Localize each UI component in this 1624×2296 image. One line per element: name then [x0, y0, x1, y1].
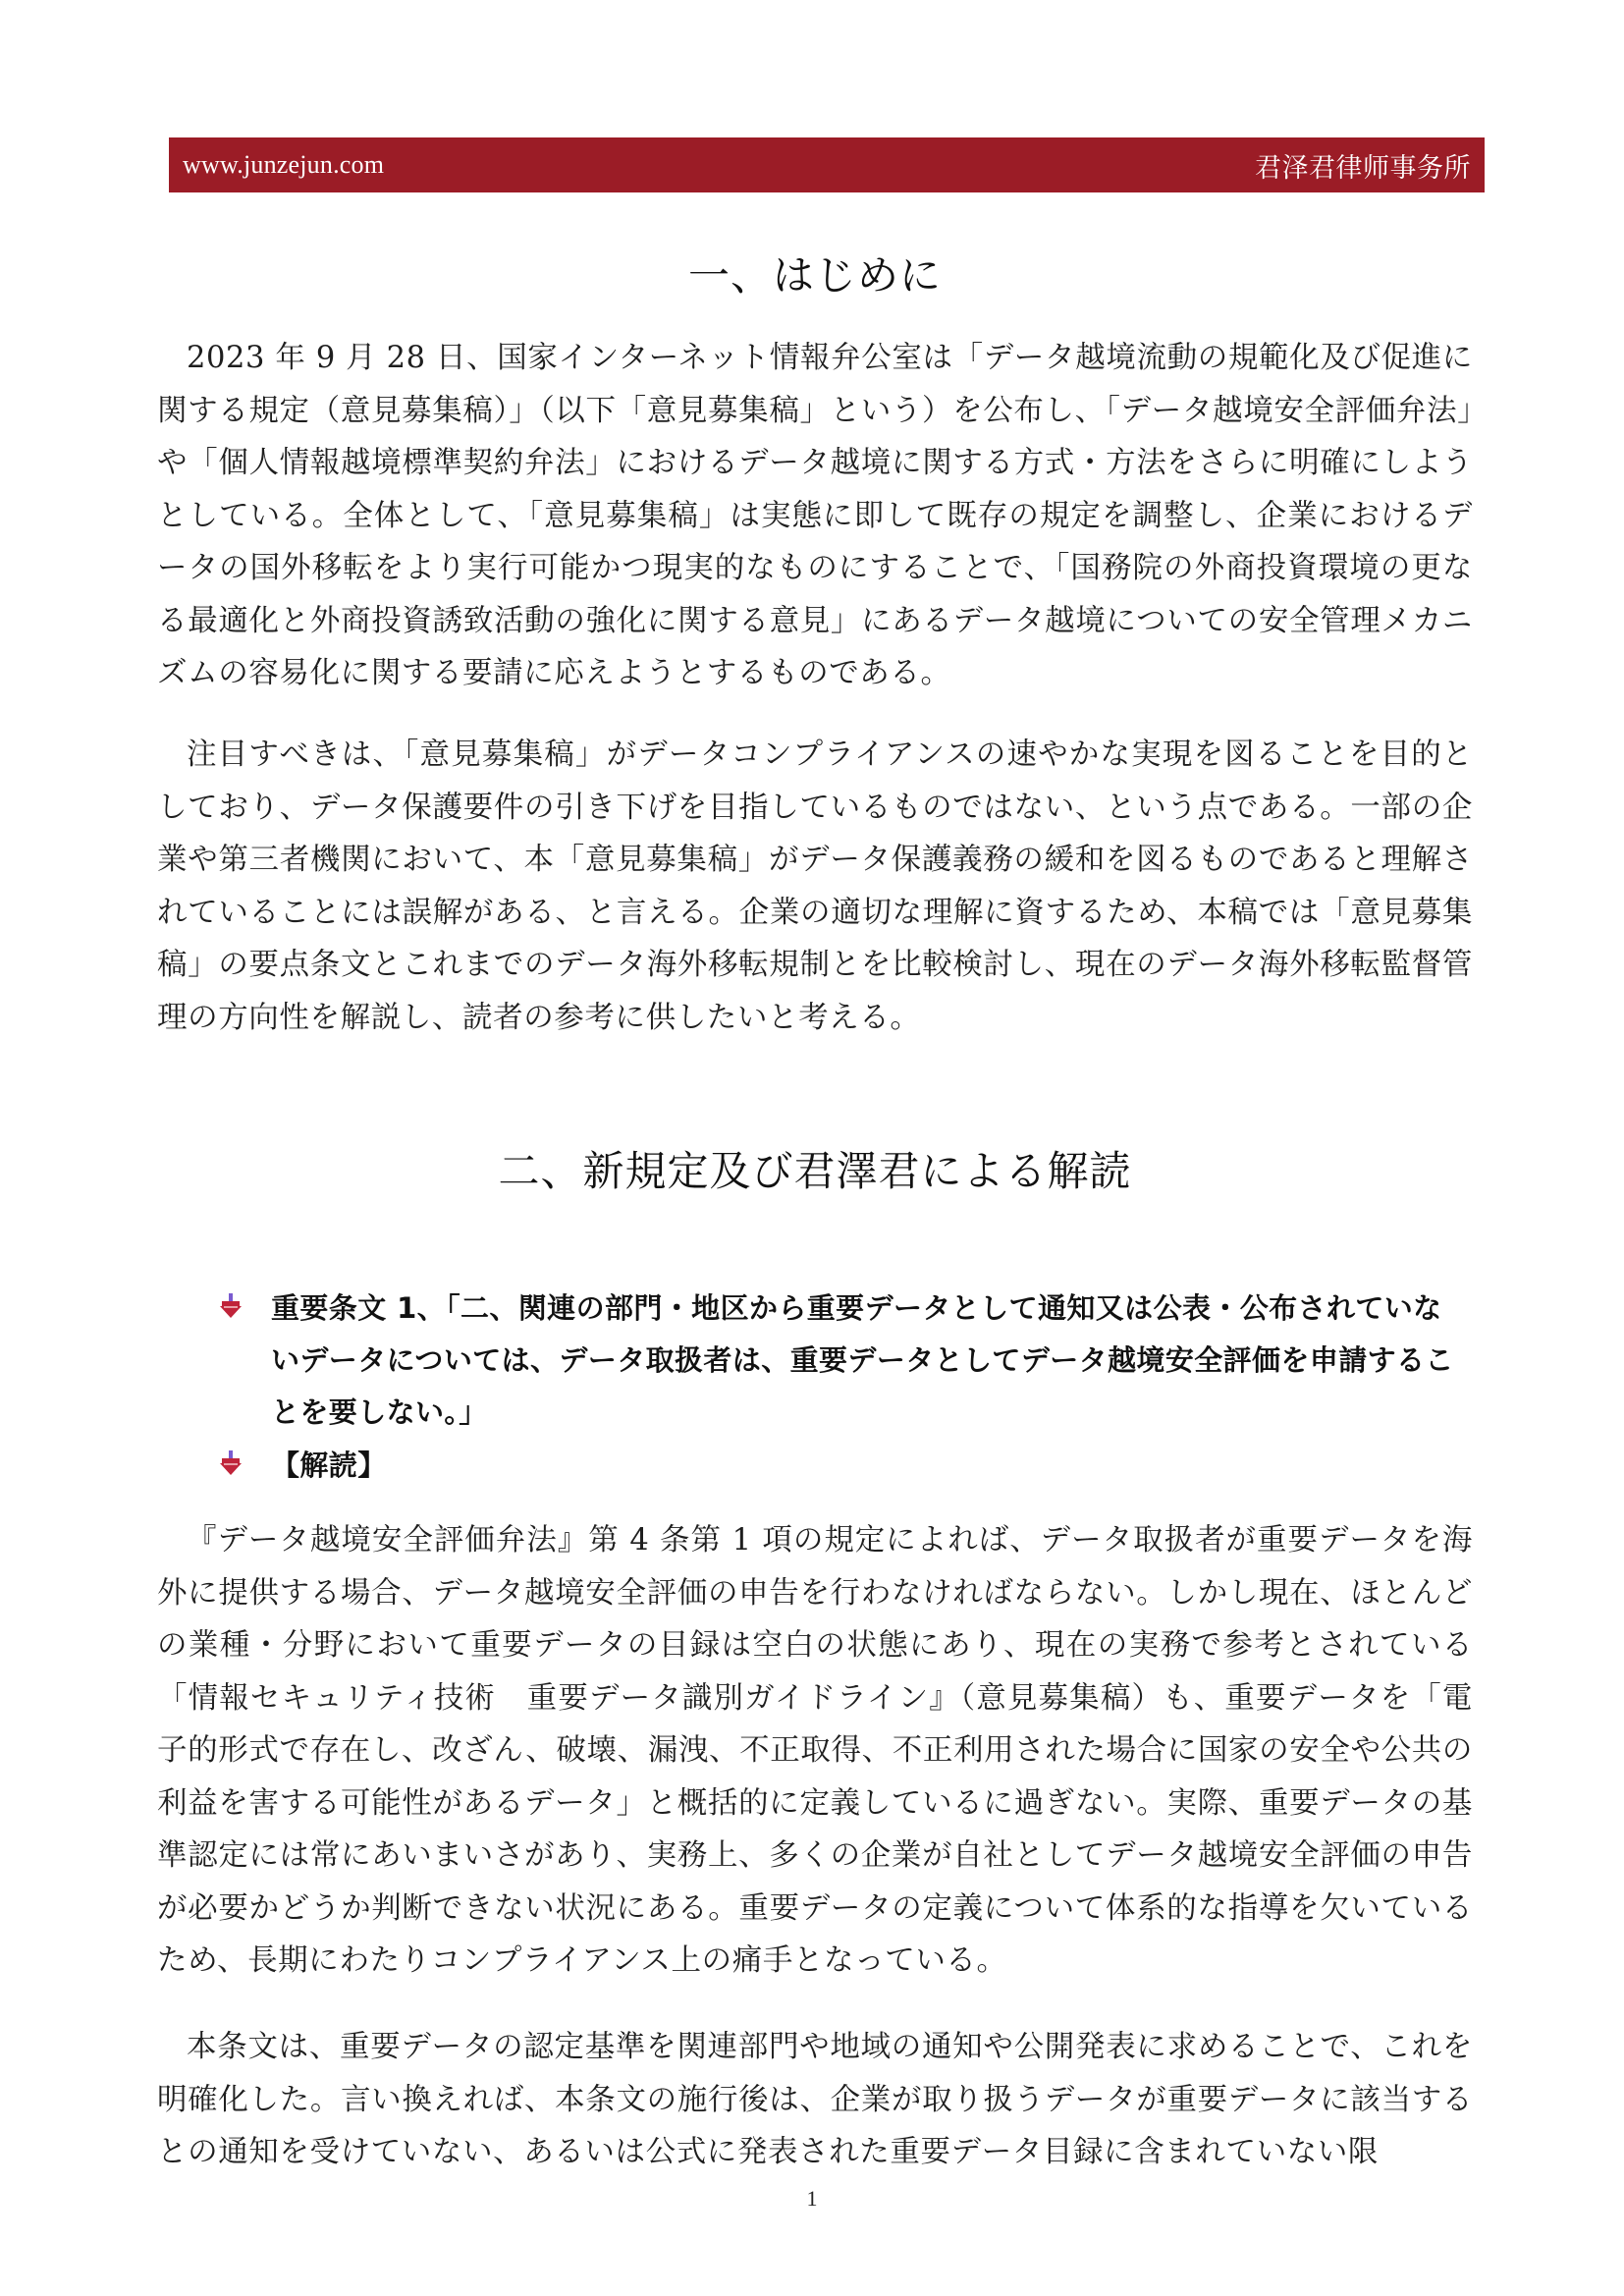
- arrow-down-bullet-icon: [218, 1449, 244, 1479]
- commentary-paragraph-1: 『データ越境安全評価弁法』第 4 条第 1 項の規定によれば、データ取扱者が重要データを海外に提供する場合、データ越境安全評価の申告を行わなければならない。しかし現在、ほとんどの業種・分野において重要データの目録は空白の状態にあり、現在の実務で参考とされている「情報セキュリティ技術 重要データ識別ガイドライン』（意見募集稿）も、重要データを「電子的形式で存在し、改ざん、破壊、漏洩、不正取得、不正利用された場合に国家の安全や公共の利益を害する可能性があるデータ」と概括的に定義しているに過ぎない。実際、重要データの基準認定には常にあいまいさがあり、実務上、多くの企業が自社としてデータ越境安全評価の申告が必要かどうか判断できない状況にある。重要データの定義について体系的な指導を欠いているため、長期にわたりコンプライアンス上の痛手となっている。: [157, 1523, 1474, 1978]
- clause-1-text: 重要条文 1、「二、関連の部門・地区から重要データとして通知又は公表・公布されていないデータについては、データ取扱者は、重要データとしてデータ越境安全評価を申請することを要しない。」: [271, 1291, 1454, 1429]
- commentary-paragraph-2: 本条文は、重要データの認定基準を関連部門や地域の通知や公開発表に求めることで、これを明確化した。言い換えれば、本条文の施行後は、企業が取り扱うデータが重要データに該当するとの通知を受けていない、あるいは公式に発表された重要データ目録に含まれていない限: [157, 2030, 1474, 2169]
- arrow-down-bullet-icon: [218, 1292, 244, 1322]
- section-heading-rules: 二、新規定及び君澤君による解読: [498, 1147, 1132, 1195]
- clause-1-bullet: [218, 1283, 1475, 1439]
- intro-paragraph-1: 2023 年 9 月 28 日、国家インターネット情報弁公室は「データ越境流動の規範化及び促進に関する規定（意見募集稿）」（以下「意見募集稿」という）を公布し、「データ越境安全評価弁法」や「個人情報越境標準契約弁法」におけるデータ越境に関する方式・方法をさらに明確にしようとしている。全体として、「意見募集稿」は実態に即して既存の規定を調整し、企業におけるデータの国外移転をより実行可能かつ現実的なものにすることで、「国務院の外商投資環境の更なる最適化と外商投資誘致活動の強化に関する意見」にあるデータ越境についての安全管理メカニズムの容易化に関する要請に応えようとするものである。: [157, 341, 1474, 690]
- intro-paragraph-2: 注目すべきは、「意見募集稿」がデータコンプライアンスの速やかな実現を図ることを目的としており、データ保護要件の引き下げを目指しているものではない、という点である。一部の企業や第三者機関において、本「意見募集稿」がデータ保護義務の緩和を図るものであると理解されていることには誤解がある、と言える。企業の適切な理解に資するため、本稿では「意見募集稿」の要点条文とこれまでのデータ海外移転規制とを比較検討し、現在のデータ海外移転監督管理の方向性を解説し、読者の参考に供したいと考える。: [157, 738, 1474, 1035]
- page-number: 1: [806, 2186, 818, 2211]
- section-heading-intro: 一、はじめに: [687, 251, 942, 300]
- commentary-label: 【解読】: [271, 1449, 387, 1482]
- header-url[interactable]: www.junzejun.com: [183, 150, 385, 179]
- header-bar: [169, 137, 1485, 192]
- header-firm-name: 君泽君律师事务所: [1255, 152, 1471, 183]
- commentary-bullet: [218, 1440, 1475, 1492]
